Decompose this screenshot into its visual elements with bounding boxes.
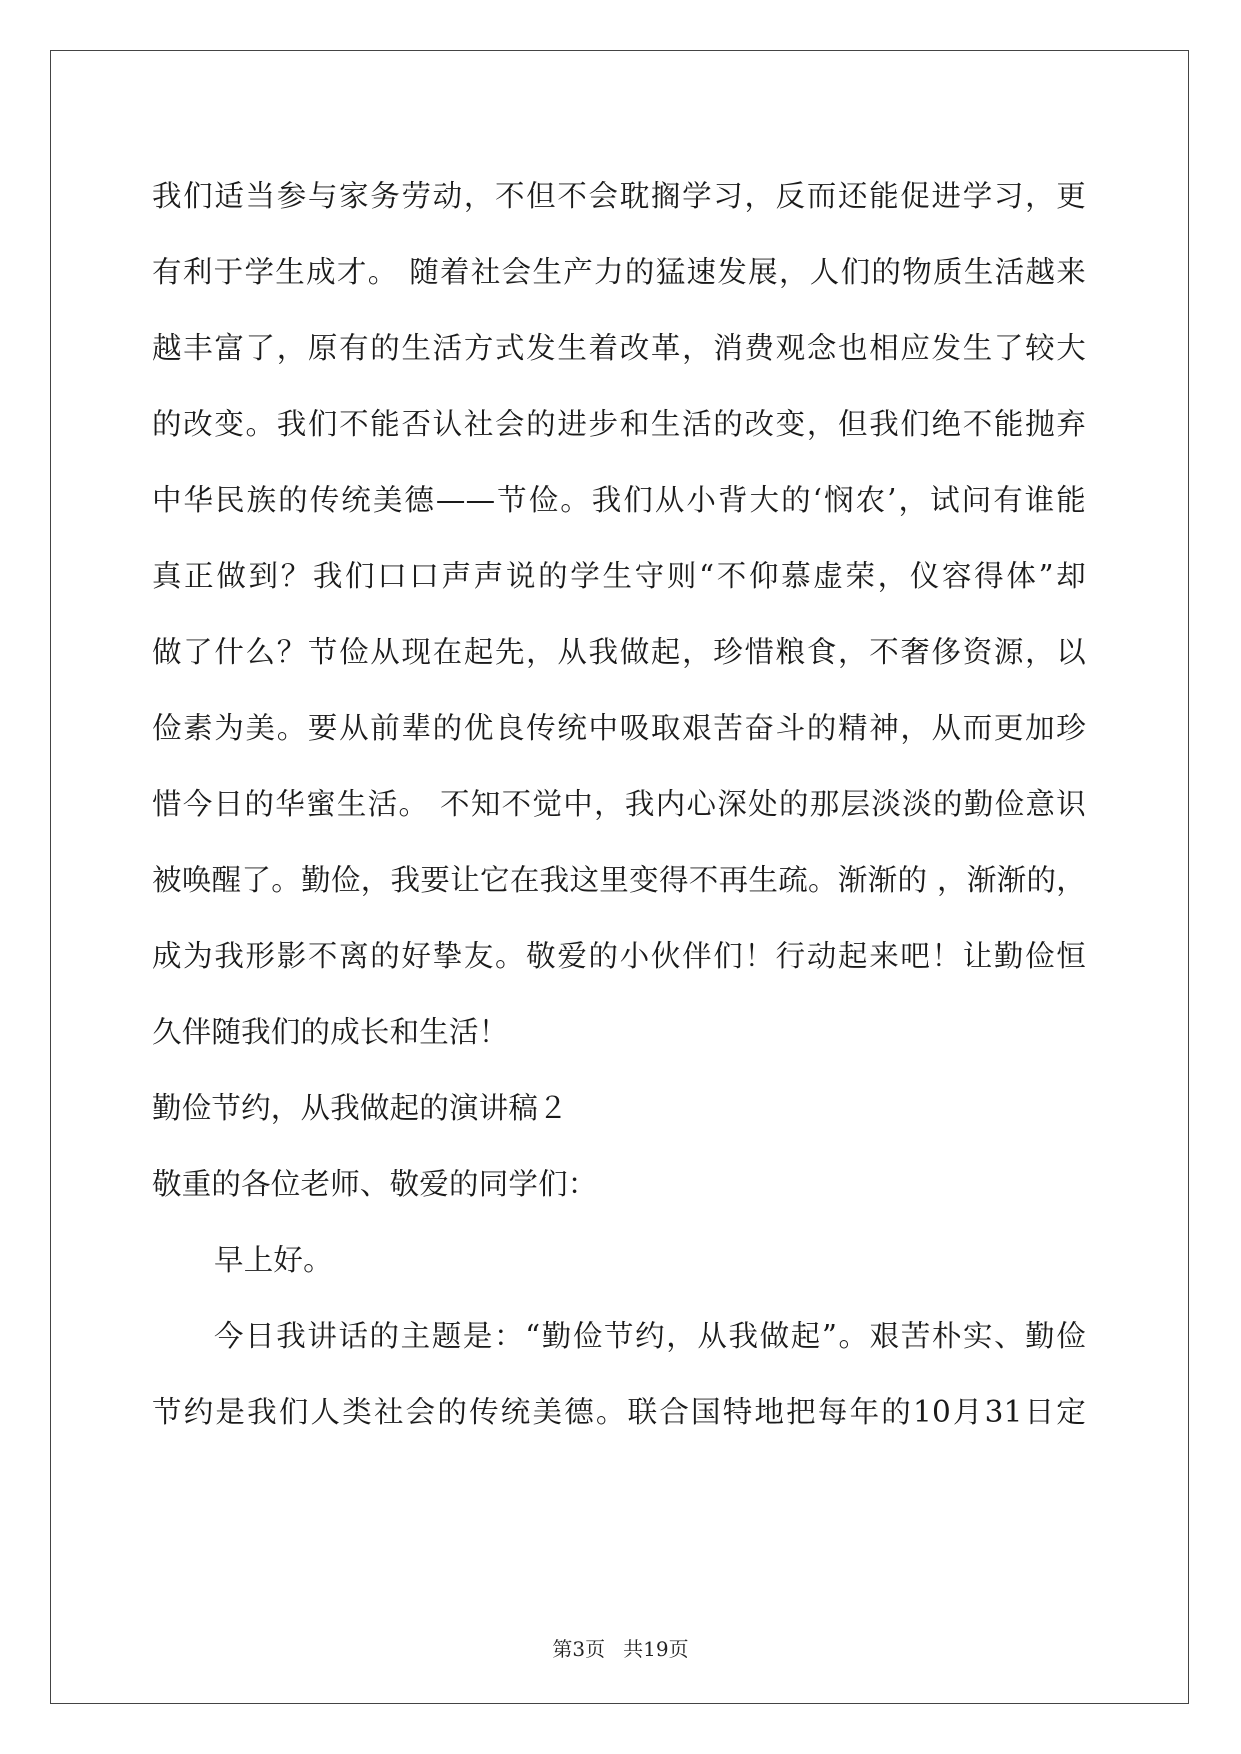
greeting: 早上好。: [214, 1243, 333, 1277]
salutation: 敬重的各位老师、敬爱的同学们：: [152, 1167, 598, 1201]
paragraph-line: 今日我讲话的主题是：“勤俭节约，从我做起”。艰苦朴实、勤俭: [214, 1319, 1086, 1353]
document-body: [152, 158, 1086, 1450]
paragraph-line: 节约是我们人类社会的传统美德。联合国特地把每年的10月31日定: [152, 1395, 1086, 1429]
paragraph-line: 有利于学生成才。 随着社会生产力的猛速发展，人们的物质生活越来: [152, 255, 1086, 289]
paragraph-line: 中华民族的传统美德——节俭。我们从小背大的‘悯农’，试问有谁能: [152, 483, 1086, 517]
paragraph-line: 成为我形影不离的好挚友。敬爱的小伙伴们！行动起来吧！让勤俭恒: [152, 939, 1086, 973]
paragraph-line: 惜今日的华蜜生活。 不知不觉中，我内心深处的那层淡淡的勤俭意识: [152, 787, 1086, 821]
page-total: 共19页: [623, 1637, 689, 1661]
paragraph-line: 的改变。我们不能否认社会的进步和生活的改变，但我们绝不能抛弃: [152, 407, 1086, 441]
page-number: 第3页: [552, 1637, 606, 1661]
page-footer: [0, 1633, 1241, 1662]
paragraph-line: 越丰富了，原有的生活方式发生着改革，消费观念也相应发生了较大: [152, 331, 1086, 365]
paragraph-line: 真正做到？我们口口声声说的学生守则“不仰慕虚荣，仪容得体”却: [152, 559, 1086, 593]
paragraph-line: 做了什么？节俭从现在起先，从我做起，珍惜粮食，不奢侈资源，以: [152, 635, 1086, 669]
paragraph-line: 俭素为美。要从前辈的优良传统中吸取艰苦奋斗的精神，从而更加珍: [152, 711, 1086, 745]
section-heading: 勤俭节约，从我做起的演讲稿２: [152, 1091, 568, 1125]
paragraph-line: 我们适当参与家务劳动，不但不会耽搁学习，反而还能促进学习，更: [152, 179, 1086, 213]
paragraph-line: 久伴随我们的成长和生活！: [152, 1015, 509, 1049]
paragraph-line: 被唤醒了。勤俭，我要让它在我这里变得不再生疏。渐渐的 ，渐渐的，: [152, 863, 1086, 897]
